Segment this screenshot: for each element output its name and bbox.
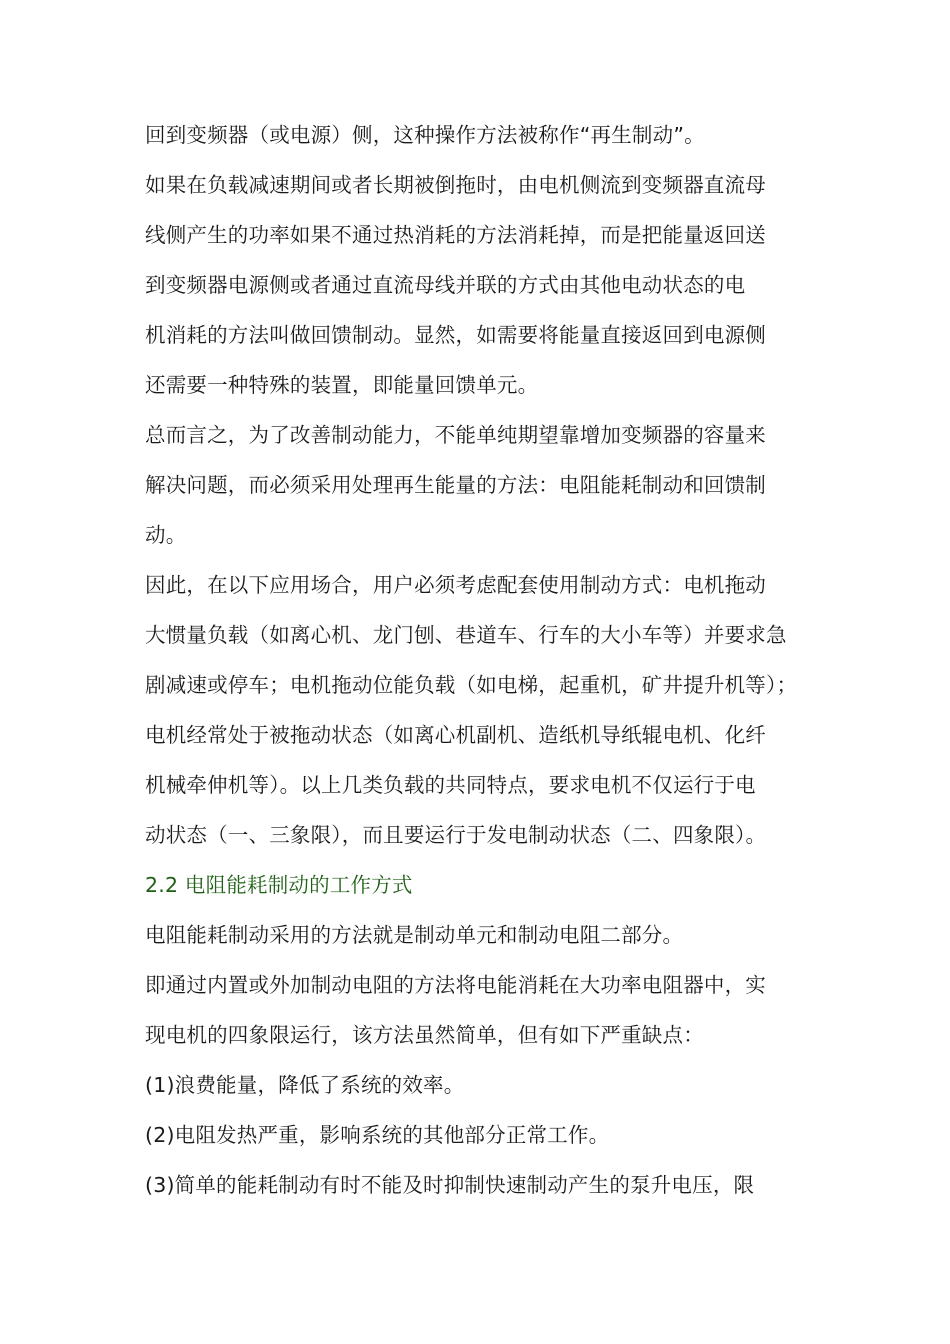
body-text-line: 机消耗的方法叫做回馈制动。显然，如需要将能量直接返回到电源侧 (145, 323, 766, 347)
body-text-line: 解决问题，而必须采用处理再生能量的方法：电阻能耗制动和回馈制 (145, 473, 766, 497)
list-item: (1)浪费能量，降低了系统的效率。 (145, 1073, 465, 1097)
body-text-line: 线侧产生的功率如果不通过热消耗的方法消耗掉，而是把能量返回送 (145, 223, 766, 247)
body-text-line: 机械牵伸机等）。以上几类负载的共同特点，要求电机不仅运行于电 (145, 773, 756, 797)
body-text-line: 如果在负载减速期间或者长期被倒拖时，由电机侧流到变频器直流母 (145, 173, 766, 197)
body-text-line: 大惯量负载（如离心机、龙门刨、巷道车、行车的大小车等）并要求急 (145, 623, 787, 647)
body-text-line: 电阻能耗制动采用的方法就是制动单元和制动电阻二部分。 (145, 923, 684, 947)
body-text-line: 还需要一种特殊的装置，即能量回馈单元。 (145, 373, 539, 397)
section-heading: 2.2 电阻能耗制动的工作方式 (145, 873, 413, 897)
document-page (145, 110, 810, 1210)
body-text-line: 即通过内置或外加制动电阻的方法将电能消耗在大功率电阻器中，实 (145, 973, 766, 997)
body-text-line: 电机经常处于被拖动状态（如离心机副机、造纸机导纸辊电机、化纤 (145, 723, 766, 747)
body-text-line: 总而言之，为了改善制动能力，不能单纯期望靠增加变频器的容量来 (145, 423, 766, 447)
body-text-line: 现电机的四象限运行，该方法虽然简单，但有如下严重缺点： (145, 1023, 704, 1047)
body-text-line: 动状态（一、三象限），而且要运行于发电制动状态（二、四象限）。 (145, 823, 767, 847)
body-text-line: 回到变频器（或电源）侧，这种操作方法被称作“再生制动”。 (145, 123, 705, 147)
list-item: (2)电阻发热严重，影响系统的其他部分正常工作。 (145, 1123, 610, 1147)
body-text-line: 到变频器电源侧或者通过直流母线并联的方式由其他电动状态的电 (145, 273, 746, 297)
list-item: (3)简单的能耗制动有时不能及时抑制快速制动产生的泵升电压，限 (145, 1173, 755, 1197)
body-text-line: 因此，在以下应用场合，用户必须考虑配套使用制动方式：电机拖动 (145, 573, 766, 597)
body-text-line: 动。 (145, 523, 187, 547)
body-text-line: 剧减速或停车；电机拖动位能负载（如电梯，起重机，矿井提升机等）； (145, 673, 798, 697)
